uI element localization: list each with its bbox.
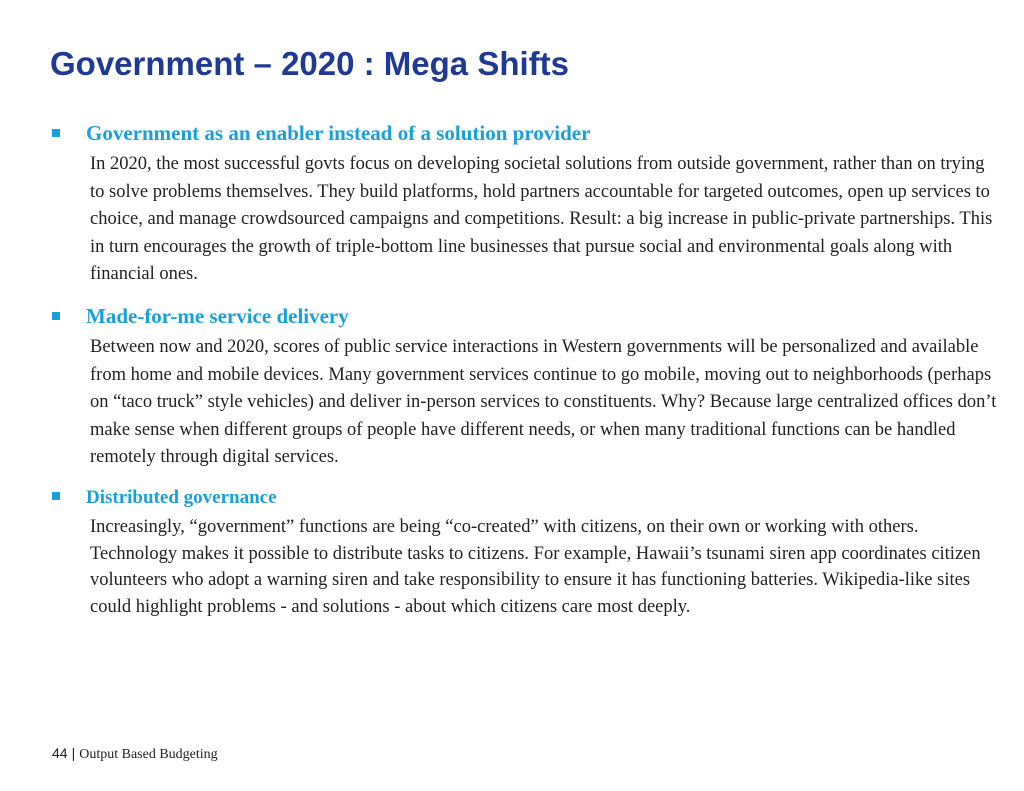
section-body: In 2020, the most successful govts focus on developing societal solutions from outside government, rather than on trying to solve problems themselves. They build platforms, hold partners accountable for targeted outcomes, open up services to choice, and manage crowdsourced campaigns and competitions. Result: a big increase in public-private partnerships. This in turn encourages the growth of triple-bottom line businesses that pursue social and environmental goals along with financial ones. [90,154,993,285]
section-heading: Government as an enabler instead of a solution provider [86,121,591,145]
section-distributed-governance [52,486,1002,621]
section-body: Between now and 2020, scores of public service interactions in Western governments will be personalized and available from home and mobile devices. Many government services continue to go mobile, moving out to neighborhoods (perhaps on “taco truck” style vehicles) and deliver in-person services to constituents. Why? Because large centralized offices don’t make sense when different groups of people have different needs, or when many traditional functions can be handled remotely through digital services. [90,337,997,468]
square-bullet-icon [52,312,60,320]
square-bullet-icon [52,129,60,137]
section-enabler [52,120,1002,289]
content-body [52,120,1002,634]
section-heading-row [52,303,1002,330]
section-heading-row [52,120,1002,147]
section-body: Increasingly, “government” functions are being “co-created” with citizens, on their own or working with others. Technology makes it possible to distribute tasks to citizens. For example, Hawaii’s tsunami siren app coordinates citizen volunteers who adopt a warning siren and take responsibility to ensure it has functioning batteries. Wikipedia-like sites could highlight problems - and solutions - about which citizens care most deeply. [90,517,981,617]
page-title: Government – 2020 : Mega Shifts [50,45,569,82]
square-bullet-icon [52,492,60,500]
footer-separator: | [71,745,76,761]
section-heading: Distributed governance [86,486,277,508]
footer [52,745,218,763]
section-made-for-me [52,303,1002,472]
section-heading: Made-for-me service delivery [86,303,349,328]
page-number: 44 [52,745,68,761]
footer-label: Output Based Budgeting [79,747,218,762]
section-heading-row [52,486,1002,511]
